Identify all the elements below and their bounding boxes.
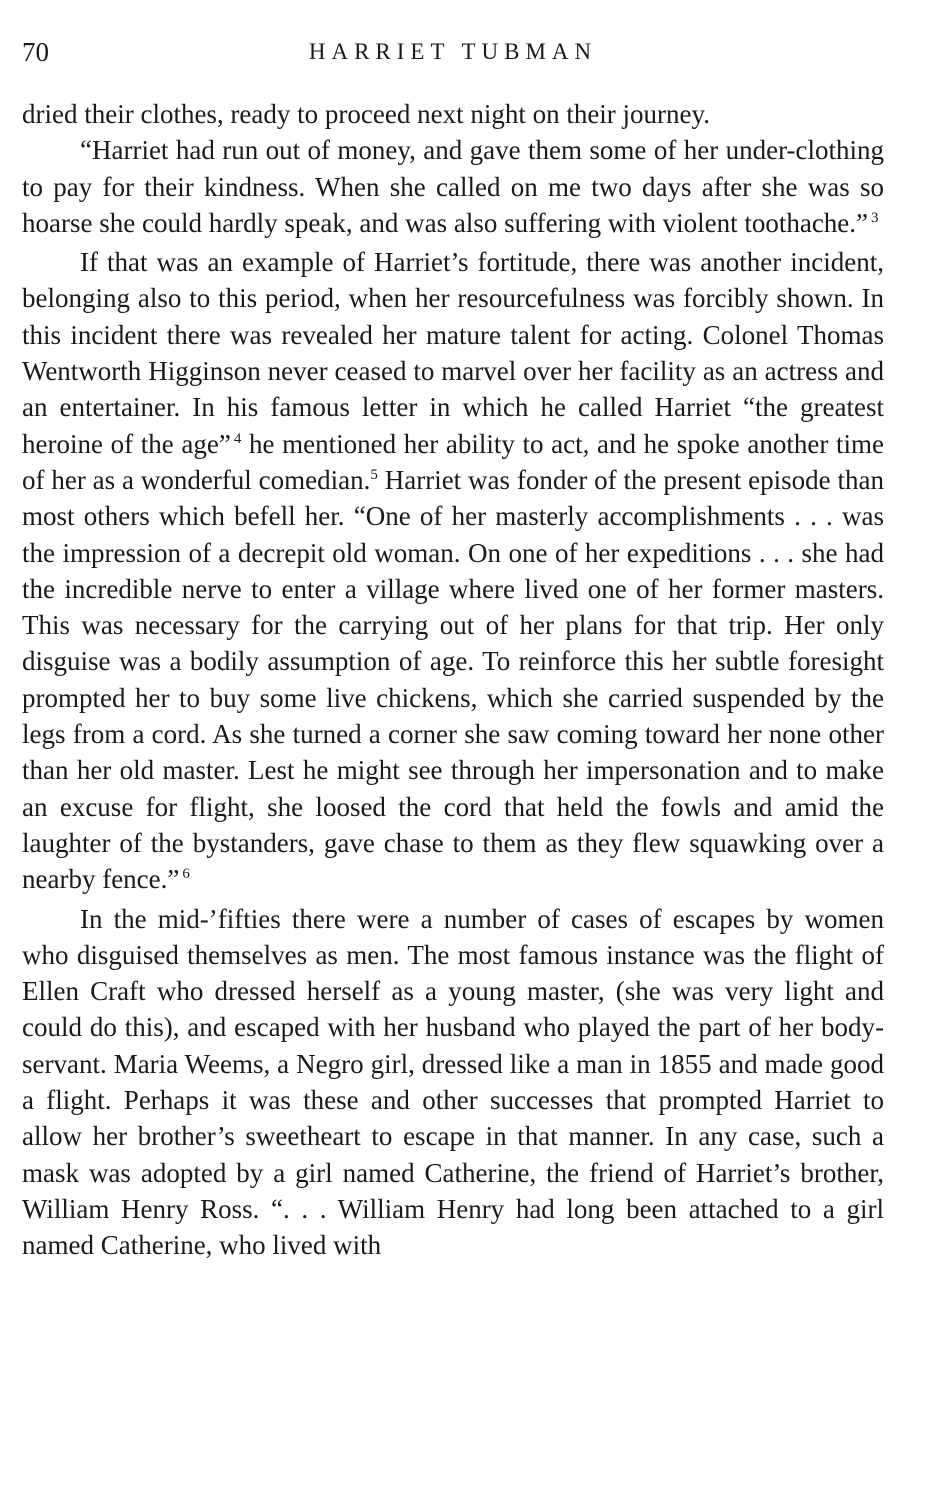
footnote-marker: 3 bbox=[871, 209, 879, 226]
page-number: 70 bbox=[22, 37, 49, 67]
footnote-marker: 4 bbox=[233, 430, 242, 447]
paragraph-text: “Harriet had run out of money, and gave them some of her under-clothing to pay for their kindness. When she called on me two days after she was so hoarse she could hardly speak, and was also suffering with violent toothache.” bbox=[22, 135, 884, 238]
paragraph-text: In the mid-’fifties there were a number of cases of escapes by women who disguised themselves as men. The most famous instance was the flight of Ellen Craft who dressed herself as a young master, (she was very light and could do this), and escaped with her husband who played the part of her body-servant. Maria Weems, a Negro girl, dressed like a man in 1855 and made good a flight. Perhaps it was these and other successes that prompted Harriet to allow her brother’s sweetheart to escape in that manner. In any case, such a mask was adopted by a girl named Catherine, the friend of Harriet’s brother, William Henry Ross. “. . . William Henry had long been attached to a girl named Catherine, who lived with bbox=[22, 903, 884, 1261]
page-header bbox=[22, 34, 884, 70]
paragraph-text: Harriet was fonder of the present episode than most others which befell her. “One of her masterly accomplishments . . . was the impression of a decrepit old woman. On one of her expeditions . . . she had the incredible nerve to enter a village where lived one of her former masters. This was necessary for the carrying out of her plans for that trip. Her only disguise was a bodily assumption of age. To reinforce this her subtle foresight prompted her to buy some live chickens, which she carried suspended by the legs from a cord. As she turned a corner she saw coming toward her none other than her old master. Lest he might see through her impersonation and to make an excuse for flight, she loosed the cord that held the fowls and amid the laughter of the bystanders, gave chase to them as they flew squawking over a nearby fence.” bbox=[22, 464, 884, 895]
paragraph-text: dried their clothes, ready to proceed next night on their journey. bbox=[22, 99, 711, 129]
paragraph-continued bbox=[22, 96, 884, 132]
body-text bbox=[22, 96, 884, 1264]
footnote-marker: 5 bbox=[370, 466, 378, 483]
footnote-marker: 6 bbox=[182, 866, 190, 883]
paragraph-text: If that was an example of Harriet’s fortitude, there was another incident, belonging also to this period, when her resourcefulness was forcibly shown. In this incident there was revealed her mature talent for acting. Colonel Thomas Wentworth Higginson never ceased to marvel over her facility as an actress and an entertainer. In his famous letter in which he called Harriet “the greatest heroine of the age” bbox=[22, 247, 884, 459]
paragraph bbox=[22, 132, 884, 241]
running-head: HARRIET TUBMAN bbox=[308, 39, 598, 64]
paragraph-text: he mentioned her ability to act, and he spoke another time of her as a wonderful comedian. bbox=[22, 428, 884, 495]
paragraph bbox=[22, 901, 884, 1264]
paragraph bbox=[22, 244, 884, 897]
